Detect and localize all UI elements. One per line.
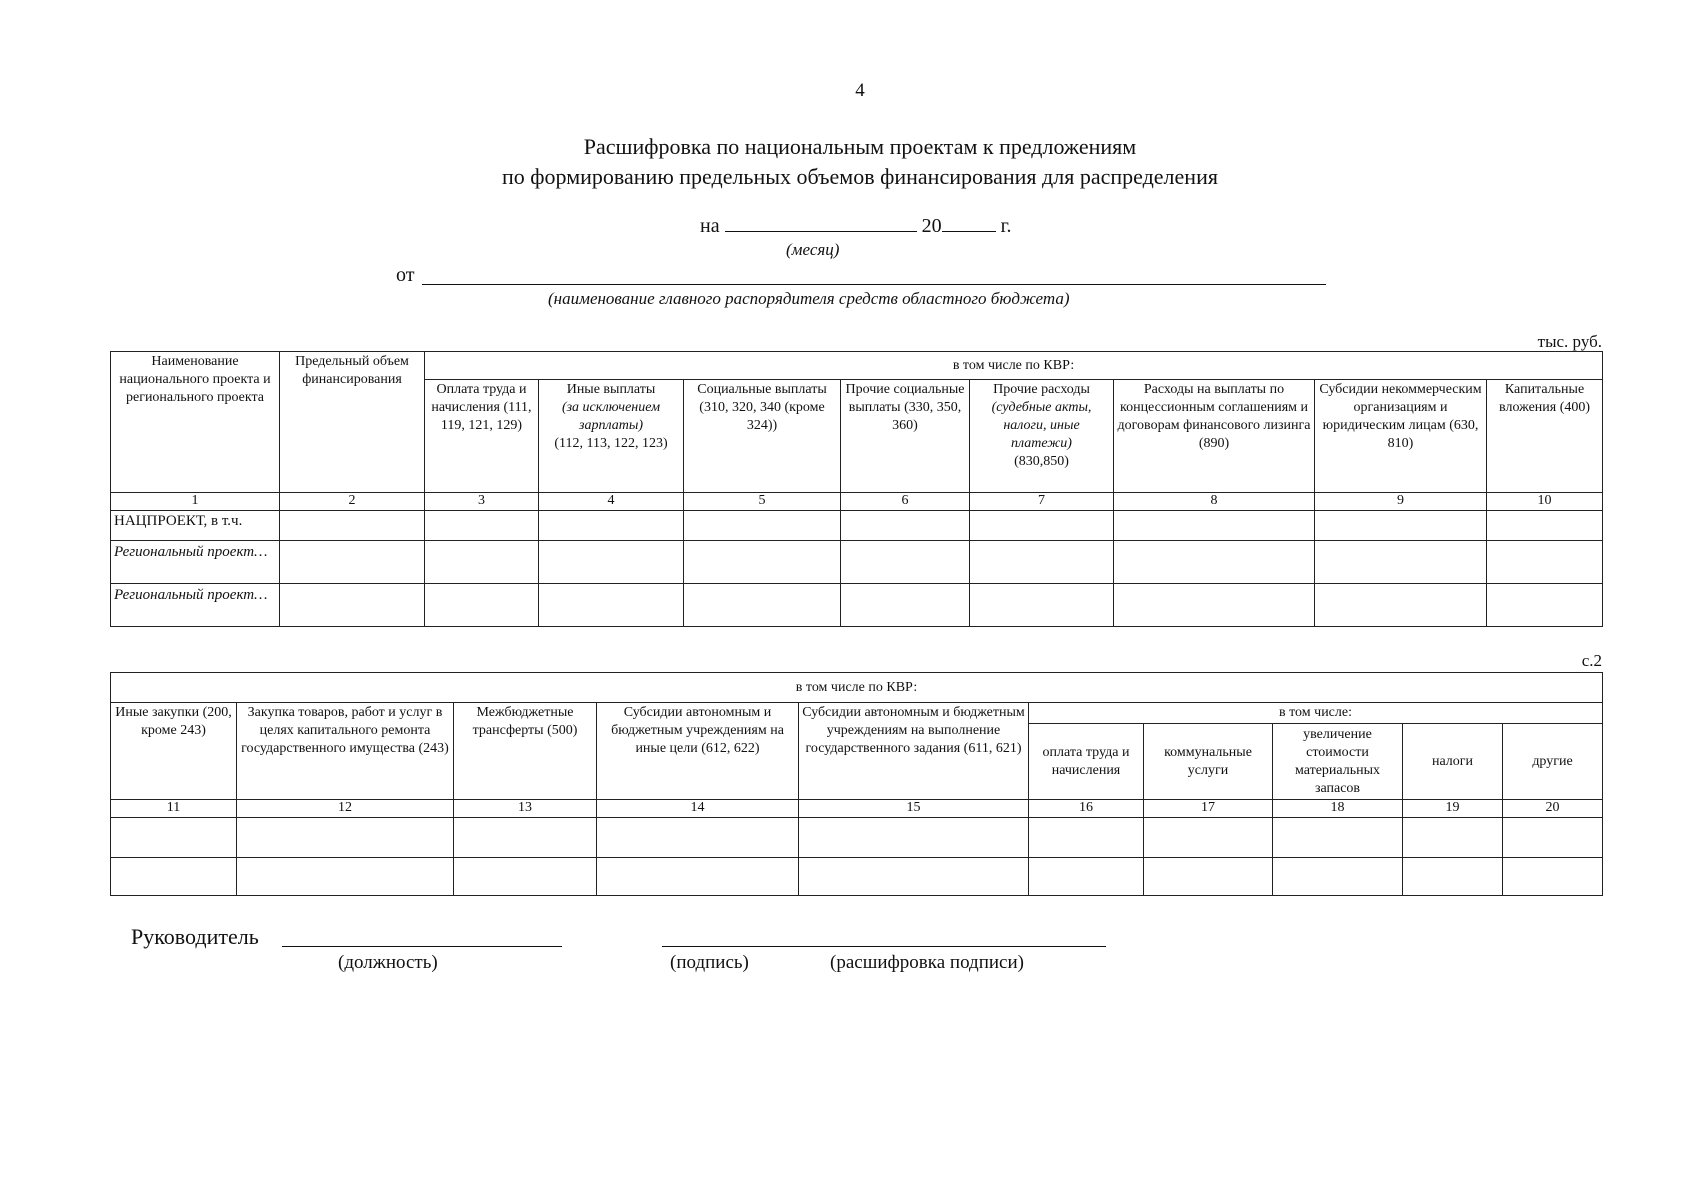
header-sub-other: другие (1503, 724, 1603, 800)
table-row (111, 584, 1603, 627)
kvr-continuation-table (110, 672, 1603, 896)
title-line-1: Расшифровка по национальным проектам к предложениям (583, 134, 1137, 159)
position-blank[interactable] (282, 946, 562, 947)
input-cell[interactable] (597, 858, 799, 896)
input-cell[interactable] (280, 511, 425, 541)
column-number: 3 (425, 493, 539, 511)
period-prefix: на (700, 215, 720, 237)
header-including: в том числе: (1029, 703, 1603, 724)
header-concession: Расходы на выплаты по концессионным соглашениям и договорам финансового лизинга (890) (1114, 380, 1315, 493)
header-sub-materials: увеличение стоимости материальных запасов (1273, 724, 1403, 800)
header-sub-labor: оплата труда и начисления (1029, 724, 1144, 800)
header-limit: Предельный объем финансирования (280, 352, 425, 493)
table-row (111, 541, 1603, 584)
header-other-expenses-codes: (830,850) (1014, 454, 1069, 469)
input-cell[interactable] (1273, 818, 1403, 858)
input-cell[interactable] (237, 858, 454, 896)
input-cell[interactable] (454, 858, 597, 896)
header-other-procurement: Иные закупки (200, кроме 243) (111, 703, 237, 800)
column-number: 8 (1114, 493, 1315, 511)
header-subsidies-state-task: Субсидии автономным и бюджетным учреждениям на выполнение государственного задания (611, 621) (799, 703, 1029, 800)
input-cell[interactable] (539, 584, 684, 627)
table-row (111, 818, 1603, 858)
column-number: 15 (799, 800, 1029, 818)
column-number: 18 (1273, 800, 1403, 818)
from-label: от (396, 264, 415, 286)
input-cell[interactable] (684, 541, 841, 584)
row-label-national-project: НАЦПРОЕКТ, в т.ч. (111, 511, 280, 541)
position-caption: (должность) (338, 952, 438, 973)
input-cell[interactable] (1144, 858, 1273, 896)
header-kvr-group: в том числе по КВР: (425, 352, 1603, 380)
input-cell[interactable] (454, 818, 597, 858)
decoding-caption: (расшифровка подписи) (830, 952, 1024, 973)
column-number: 2 (280, 493, 425, 511)
column-number: 5 (684, 493, 841, 511)
input-cell[interactable] (111, 818, 237, 858)
header-other-expenses (970, 380, 1114, 493)
manager-caption: (наименование главного распорядителя средств областного бюджета) (548, 289, 1070, 308)
input-cell[interactable] (1114, 541, 1315, 584)
header-subsidies-other-purposes: Субсидии автономным и бюджетным учреждениям на иные цели (612, 622) (597, 703, 799, 800)
header-capital-repair: Закупка товаров, работ и услуг в целях капитального ремонта государственного имущества (243) (237, 703, 454, 800)
continuation-label: с.2 (1581, 651, 1602, 670)
column-number: 7 (970, 493, 1114, 511)
input-cell[interactable] (425, 511, 539, 541)
input-cell[interactable] (799, 858, 1029, 896)
row-label-regional-project: Региональный проект… (111, 541, 280, 584)
input-cell[interactable] (539, 541, 684, 584)
input-cell[interactable] (1029, 858, 1144, 896)
input-cell[interactable] (841, 511, 970, 541)
year-blank[interactable] (942, 215, 996, 232)
input-cell[interactable] (1029, 818, 1144, 858)
input-cell[interactable] (1315, 541, 1487, 584)
input-cell[interactable] (1487, 511, 1603, 541)
header-sub-taxes: налоги (1403, 724, 1503, 800)
input-cell[interactable] (1114, 584, 1315, 627)
input-cell[interactable] (597, 818, 799, 858)
period-suffix: г. (1000, 215, 1012, 237)
signature-caption: (подпись) (670, 952, 749, 973)
input-cell[interactable] (1503, 858, 1603, 896)
header-other-payments-note: (за исключением зарплаты) (561, 400, 661, 433)
header-sub-utilities: коммунальные услуги (1144, 724, 1273, 800)
page-title (0, 132, 1698, 192)
input-cell[interactable] (425, 584, 539, 627)
column-number: 19 (1403, 800, 1503, 818)
header-other-payments-title: Иные выплаты (566, 382, 656, 397)
input-cell[interactable] (539, 511, 684, 541)
input-cell[interactable] (1403, 818, 1503, 858)
input-cell[interactable] (1114, 511, 1315, 541)
column-number: 6 (841, 493, 970, 511)
month-caption: (месяц) (786, 240, 840, 259)
header-kvr-group: в том числе по КВР: (111, 673, 1603, 703)
column-number: 11 (111, 800, 237, 818)
table-row (111, 858, 1603, 896)
input-cell[interactable] (970, 511, 1114, 541)
column-number: 4 (539, 493, 684, 511)
period-line (700, 215, 1012, 238)
column-number: 10 (1487, 493, 1603, 511)
input-cell[interactable] (841, 541, 970, 584)
input-cell[interactable] (684, 584, 841, 627)
input-cell[interactable] (111, 858, 237, 896)
page-number: 4 (855, 80, 865, 101)
header-subsidies-nco: Субсидии некоммерческим организациям и юридическим лицам (630, 810) (1315, 380, 1487, 493)
signature-label: Руководитель (131, 924, 259, 949)
input-cell[interactable] (684, 511, 841, 541)
manager-name-blank[interactable] (422, 284, 1326, 285)
header-social-payments: Социальные выплаты (310, 320, 340 (кроме 324)) (684, 380, 841, 493)
header-other-expenses-note: (судебные акты, налоги, иные платежи) (991, 400, 1092, 451)
header-interbudget: Межбюджетные трансферты (500) (454, 703, 597, 800)
column-number: 20 (1503, 800, 1603, 818)
input-cell[interactable] (970, 541, 1114, 584)
input-cell[interactable] (799, 818, 1029, 858)
header-labor-pay: Оплата труда и начисления (111, 119, 121, 129) (425, 380, 539, 493)
input-cell[interactable] (1315, 511, 1487, 541)
column-number: 9 (1315, 493, 1487, 511)
input-cell[interactable] (1403, 858, 1503, 896)
month-blank[interactable] (725, 215, 917, 232)
header-capital: Капитальные вложения (400) (1487, 380, 1603, 493)
year-prefix: 20 (921, 215, 942, 237)
header-other-social: Прочие социальные выплаты (330, 350, 360) (841, 380, 970, 493)
header-other-payments (539, 380, 684, 493)
column-number: 13 (454, 800, 597, 818)
input-cell[interactable] (970, 584, 1114, 627)
column-number: 12 (237, 800, 454, 818)
title-line-2: по формированию предельных объемов финансирования для распределения (502, 164, 1218, 189)
input-cell[interactable] (1315, 584, 1487, 627)
header-other-payments-codes: (112, 113, 122, 123) (554, 436, 668, 451)
input-cell[interactable] (1273, 858, 1403, 896)
header-other-expenses-title: Прочие расходы (993, 382, 1090, 397)
national-projects-table (110, 351, 1603, 627)
column-number: 1 (111, 493, 280, 511)
input-cell[interactable] (1487, 584, 1603, 627)
input-cell[interactable] (425, 541, 539, 584)
table-row (111, 511, 1603, 541)
input-cell[interactable] (237, 818, 454, 858)
column-number: 17 (1144, 800, 1273, 818)
units-label: тыс. руб. (1537, 332, 1602, 351)
signature-blank[interactable] (662, 946, 1106, 947)
input-cell[interactable] (1144, 818, 1273, 858)
input-cell[interactable] (1503, 818, 1603, 858)
row-label-regional-project: Региональный проект… (111, 584, 280, 627)
input-cell[interactable] (280, 541, 425, 584)
input-cell[interactable] (1487, 541, 1603, 584)
input-cell[interactable] (841, 584, 970, 627)
column-number: 14 (597, 800, 799, 818)
input-cell[interactable] (280, 584, 425, 627)
column-number: 16 (1029, 800, 1144, 818)
header-project-name: Наименование национального проекта и регионального проекта (111, 352, 280, 493)
